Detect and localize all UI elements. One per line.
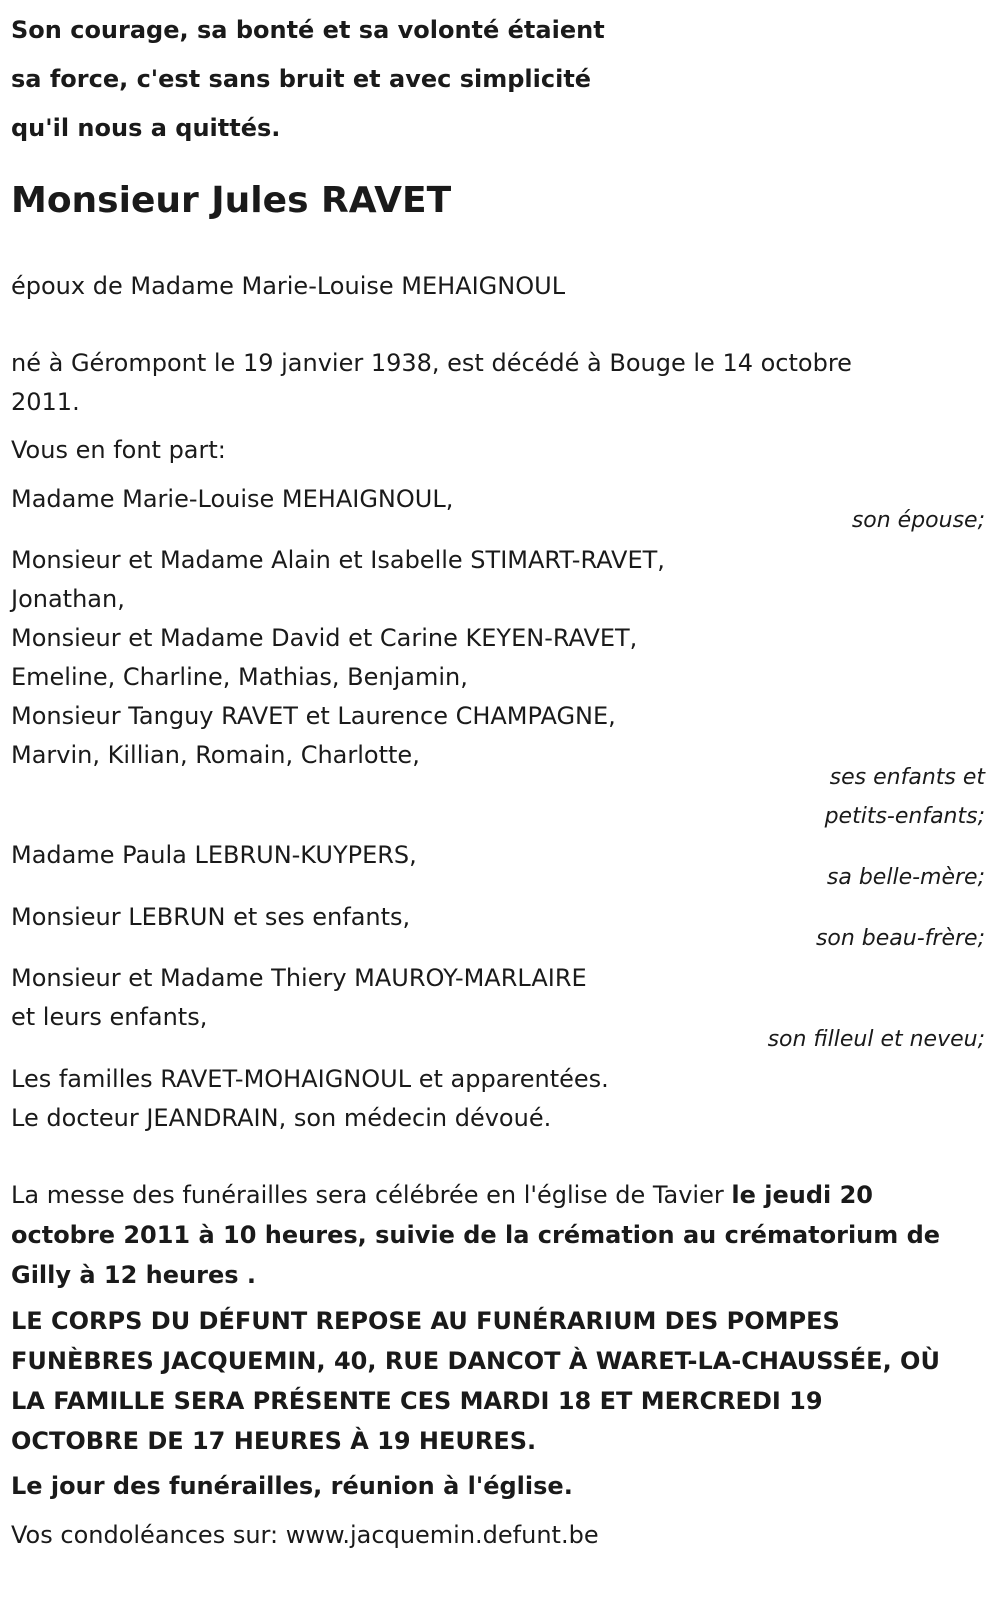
family-spouse: Madame Marie-Louise MEHAIGNOUL, xyxy=(11,485,454,513)
family-doctor: Le docteur JEANDRAIN, son médecin dévoué. xyxy=(11,1104,552,1132)
family-children-line: Marvin, Killian, Romain, Charlotte, xyxy=(11,741,420,769)
epigraph-line: qu'il nous a quittés. xyxy=(11,114,281,142)
spouse-line: époux de Madame Marie-Louise MEHAIGNOUL xyxy=(11,272,566,300)
family-relatives: Les familles RAVET-MOHAIGNOUL et apparentées. xyxy=(11,1065,609,1093)
condolences-line: Vos condoléances sur: www.jacquemin.defunt.be xyxy=(11,1521,599,1549)
epigraph xyxy=(11,6,771,153)
family-children-line: Emeline, Charline, Mathias, Benjamin, xyxy=(11,663,468,691)
epigraph-line: Son courage, sa bonté et sa volonté étaient xyxy=(11,16,605,44)
birth-death-line: né à Gérompont le 19 janvier 1938, est décédé à Bouge le 14 octobre xyxy=(11,349,852,377)
family-mother-in-law: Madame Paula LEBRUN-KUYPERS, xyxy=(11,841,417,869)
relation-label: son beau-frère; xyxy=(815,926,985,951)
relation-label: son filleul et neveu; xyxy=(767,1027,985,1052)
family-godson: et leurs enfants, xyxy=(11,1003,208,1031)
epigraph-line: sa force, c'est sans bruit et avec simplicité xyxy=(11,65,592,93)
relation-label: ses enfants et xyxy=(829,765,985,790)
relation-label: petits-enfants; xyxy=(824,804,985,829)
family-godson: Monsieur et Madame Thiery MAUROY-MARLAIRE xyxy=(11,964,587,992)
meeting-note: Le jour des funérailles, réunion à l'église. xyxy=(11,1472,573,1500)
relation-label: son épouse; xyxy=(851,508,985,533)
family-children-line: Monsieur et Madame David et Carine KEYEN-RAVET, xyxy=(11,624,638,652)
family-children-line: Jonathan, xyxy=(11,585,125,613)
funeral-details: le jeudi 20 octobre 2011 à 10 heures, suivie de la crémation au crématorium de Gilly à 12 heures . xyxy=(11,1181,941,1289)
family-children-line: Monsieur Tanguy RAVET et Laurence CHAMPAGNE, xyxy=(11,702,616,730)
relation-label: sa belle-mère; xyxy=(826,865,985,890)
deceased-name: Monsieur Jules RAVET xyxy=(11,180,452,221)
announce-intro: Vous en font part: xyxy=(11,436,226,464)
funeral-announcement xyxy=(11,1175,951,1295)
funeral-intro: La messe des funérailles sera célébrée en l'église de Tavier xyxy=(11,1181,732,1209)
family-brother-in-law: Monsieur LEBRUN et ses enfants, xyxy=(11,903,411,931)
visitation-notice: LE CORPS DU DÉFUNT REPOSE AU FUNÉRARIUM DES POMPES FUNÈBRES JACQUEMIN, 40, RUE DANCOT À WARET-LA-CHAUSSÉE, OÙ LA FAMILLE SERA PRÉSENTE CES MARDI 18 ET MERCREDI 19 OCTOBRE DE 17 HEURES À 19 HEURES. xyxy=(11,1307,940,1455)
birth-death-line: 2011. xyxy=(11,388,80,416)
family-children-line: Monsieur et Madame Alain et Isabelle STIMART-RAVET, xyxy=(11,546,665,574)
